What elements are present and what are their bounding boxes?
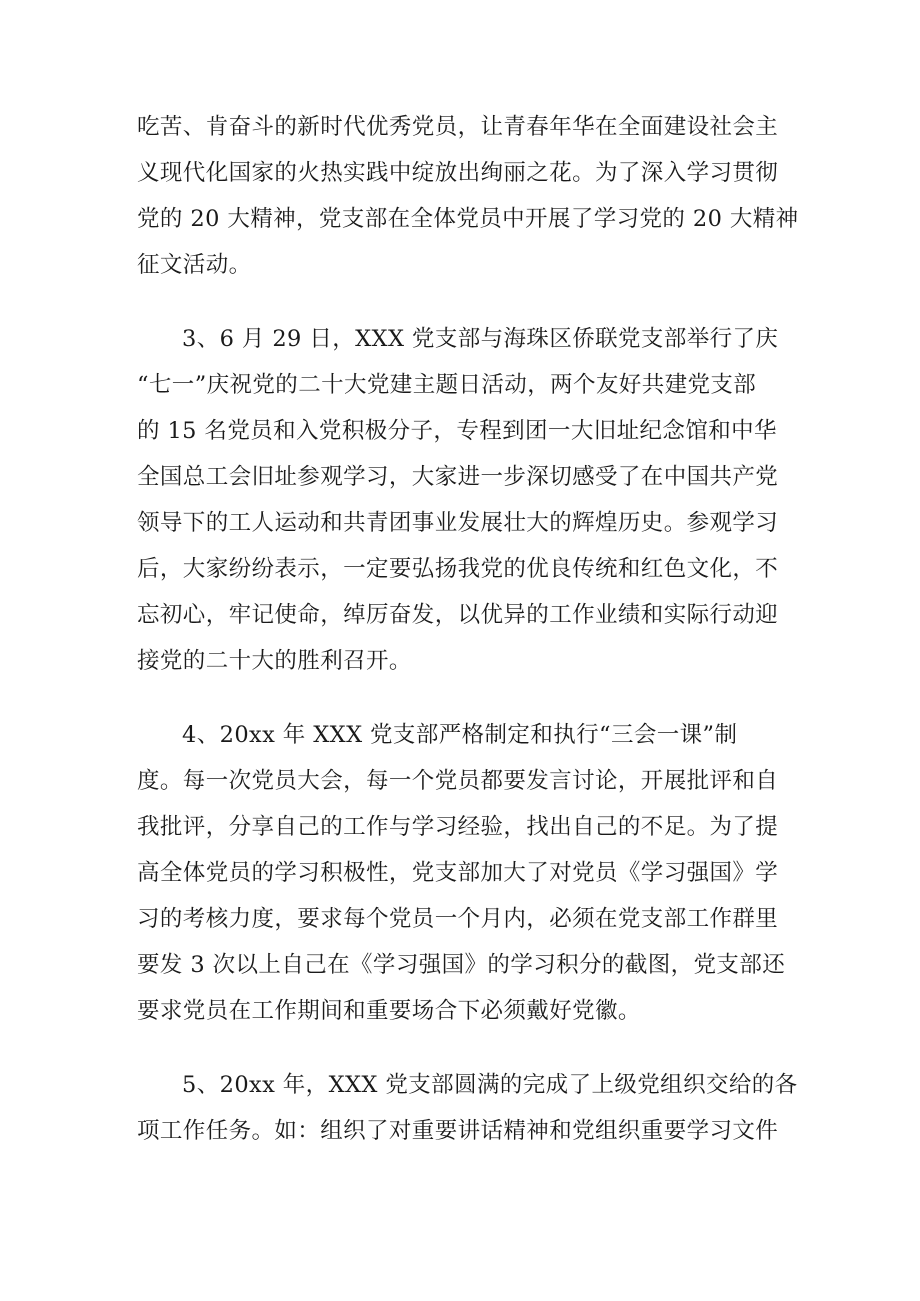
text-line: 接党的二十大的胜利召开。 — [137, 648, 412, 674]
paragraph-item-5 — [137, 1062, 797, 1154]
text-line: 要发 3 次以上自己在《学习强国》的学习积分的截图，党支部还 — [137, 952, 786, 978]
text-line: “七一”庆祝党的二十大党建主题日活动，两个友好共建党支部 — [137, 372, 757, 398]
text-line: 习的考核力度，要求每个党员一个月内，必须在党支部工作群里 — [137, 906, 779, 932]
paragraph-continuation — [137, 104, 797, 288]
text-line: 4、20xx 年 XXX 党支部严格制定和执行“三会一课”制 — [182, 722, 738, 748]
text-line: 党的 20 大精神，党支部在全体党员中开展了学习党的 20 大精神 — [137, 206, 799, 232]
text-line: 3、6 月 29 日，XXX 党支部与海珠区侨联党支部举行了庆 — [182, 326, 779, 352]
text-line: 度。每一次党员大会，每一个党员都要发言讨论，开展批评和自 — [137, 768, 779, 794]
text-line: 的 15 名党员和入党积极分子，专程到团一大旧址纪念馆和中华 — [137, 418, 777, 444]
text-line: 征文活动。 — [137, 252, 252, 278]
text-line: 义现代化国家的火热实践中绽放出绚丽之花。为了深入学习贯彻 — [137, 160, 779, 186]
text-line: 吃苦、肯奋斗的新时代优秀党员，让青春年华在全面建设社会主 — [137, 114, 779, 140]
text-line: 项工作任务。如：组织了对重要讲话精神和党组织重要学习文件 — [137, 1118, 779, 1144]
text-line: 后，大家纷纷表示，一定要弘扬我党的优良传统和红色文化，不 — [137, 556, 779, 582]
text-line: 高全体党员的学习积极性，党支部加大了对党员《学习强国》学 — [137, 860, 779, 886]
text-line: 全国总工会旧址参观学习，大家进一步深切感受了在中国共产党 — [137, 464, 779, 490]
paragraph-item-3 — [137, 316, 797, 684]
text-line: 要求党员在工作期间和重要场合下必须戴好党徽。 — [137, 998, 641, 1024]
text-line: 5、20xx 年，XXX 党支部圆满的完成了上级党组织交给的各 — [182, 1072, 798, 1098]
text-line: 领导下的工人运动和共青团事业发展壮大的辉煌历史。参观学习 — [137, 510, 779, 536]
text-line: 我批评，分享自己的工作与学习经验，找出自己的不足。为了提 — [137, 814, 779, 840]
text-line: 忘初心，牢记使命，绰厉奋发，以优异的工作业绩和实际行动迎 — [137, 602, 779, 628]
paragraph-item-4 — [137, 712, 797, 1034]
document-body — [137, 104, 797, 1182]
